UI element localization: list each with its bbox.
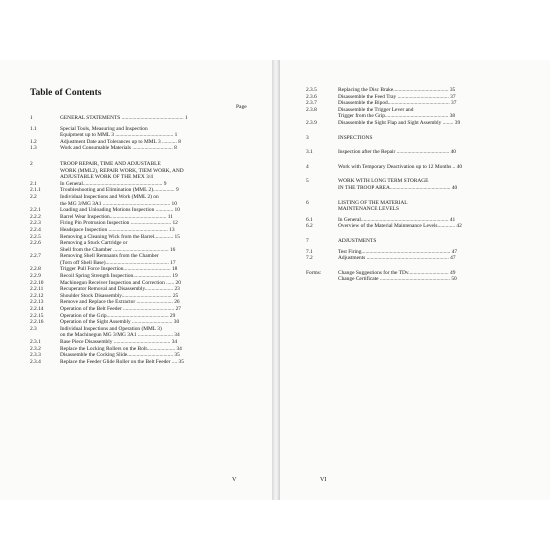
- section-title: Replace the Feeder Glide Roller on the Belt Feeder .... 35: [60, 358, 184, 365]
- section-number: 7: [306, 237, 309, 244]
- section-title: Recuperator Removal and Disassembly..................... 23: [60, 286, 180, 293]
- section-number: 2.2.4: [30, 226, 41, 233]
- toc-entry: [30, 227, 255, 234]
- entry-spacer: [306, 156, 524, 164]
- toc-entry: [306, 135, 524, 142]
- toc-entry: [306, 276, 524, 283]
- toc-entry: [30, 346, 255, 353]
- section-title: Work with Temporary Deactivation up to 12 Months .. 40: [338, 163, 463, 170]
- section-number: 2.2.10: [30, 279, 44, 286]
- toc-entry: [306, 113, 524, 120]
- left-toc-entries: [30, 115, 255, 365]
- toc-entry: [306, 87, 524, 94]
- section-number: 2.3.1: [30, 339, 41, 345]
- section-title: Inspection after the Repair ....................................... 40: [338, 149, 456, 156]
- toc-entry: [30, 319, 255, 326]
- section-title: INSPECTIONS: [338, 134, 373, 141]
- section-number: 7.2: [306, 255, 313, 262]
- toc-entry: [30, 332, 255, 339]
- toc-entry: [30, 126, 255, 133]
- section-title: Disassemble the Feed Tray ...................................... 37: [338, 93, 456, 100]
- section-title: Firing Pin Protrusion Inspection .............................. 12: [60, 220, 178, 227]
- section-number: 2.3.7: [306, 100, 317, 107]
- section-title: Headspace Inspection ............................................ 13: [60, 226, 175, 233]
- entry-spacer: [306, 127, 524, 135]
- section-number: 6.2: [306, 223, 313, 230]
- section-number: 1.2: [30, 138, 37, 145]
- section-title: GENERAL STATEMENTS .............................................. 1: [60, 115, 188, 121]
- toc-entry: [30, 161, 255, 168]
- section-title: Disassemble the Sight Flap and Sight Assembly ........ 39: [338, 119, 461, 126]
- section-title: Adjustment Date and Tolerances up to MML 3 ........... 8: [60, 138, 181, 145]
- toc-entry: [306, 149, 524, 156]
- section-title: Shell from the Chamber ......................................... 16: [60, 246, 176, 253]
- section-number: [306, 185, 338, 192]
- toc-entry: [306, 94, 524, 101]
- section-number: [30, 168, 60, 175]
- section-number: 2.3.9: [306, 119, 317, 126]
- section-title: Overview of the Material Maintenance Levels............. 42: [338, 223, 462, 230]
- section-title: MAINTENANCE LEVELS: [338, 206, 399, 213]
- section-number: 2.3.4: [30, 358, 41, 365]
- section-title: (Torn off Shell Base)............................................... 17: [60, 259, 176, 266]
- section-number: [306, 113, 338, 120]
- toc-entry: [306, 178, 524, 185]
- toc-entry: [30, 187, 255, 194]
- left-page: [0, 60, 272, 500]
- toc-entry: [30, 214, 255, 221]
- toc-entry: [306, 238, 524, 245]
- section-title: Removing a Stuck Cartridge or: [60, 240, 128, 247]
- toc-entry: [30, 194, 255, 201]
- section-title: Individual Inspections and Work (MML 2) on: [60, 193, 159, 200]
- section-number: 5: [306, 178, 309, 185]
- section-number: 2.1.1: [30, 187, 41, 194]
- section-number: [30, 247, 60, 254]
- toc-entry: [30, 286, 255, 293]
- section-title: Change Suggestions for the TDv.............................. 49: [338, 269, 456, 276]
- section-title: Recoil Spring Strength Inspection............................ 19: [60, 273, 178, 280]
- section-number: 6.1: [306, 216, 313, 223]
- section-title: Replacing the Disc Brake......................................... 35: [338, 87, 456, 93]
- section-number: 2.3.3: [30, 352, 41, 359]
- section-title: Operation of the Sight Assembly .............................. 30: [60, 319, 180, 326]
- section-number: 7.1: [306, 248, 313, 255]
- toc-entry: [306, 200, 524, 207]
- section-number: 2.2.15: [30, 312, 44, 319]
- section-title: Barrel Wear Inspection.......................................... 11: [60, 213, 173, 220]
- section-number: [30, 132, 60, 139]
- toc-entry: [30, 339, 255, 346]
- toc-entry: [30, 306, 255, 313]
- section-title: In General................................................................. 41: [338, 216, 456, 223]
- section-number: 2.2.1: [30, 207, 41, 214]
- toc-entry: [30, 260, 255, 267]
- section-number: 3.1: [306, 149, 313, 156]
- toc-entry: [30, 266, 255, 273]
- section-title: In General........................................................... 9: [60, 180, 167, 187]
- right-toc-entries: [306, 87, 524, 283]
- toc-entry: [30, 174, 255, 181]
- section-number: 3: [306, 134, 309, 141]
- section-title: Trigger Pull Force Inspection................................... 18: [60, 266, 178, 273]
- entry-spacer: [306, 170, 524, 178]
- section-title: Individual Inspections and Operation (MML 3): [60, 325, 162, 332]
- right-page: [280, 60, 550, 500]
- section-number: 2.3: [30, 325, 37, 332]
- toc-entry: [30, 240, 255, 247]
- section-number: 1.3: [30, 145, 37, 152]
- section-number: [30, 260, 60, 267]
- section-number: 1: [30, 115, 33, 121]
- section-number: 2.2.16: [30, 319, 44, 326]
- section-number: 2.3.8: [306, 106, 317, 113]
- toc-entry: [306, 120, 524, 127]
- toc-entry: [30, 280, 255, 287]
- book-spread: [0, 60, 550, 500]
- entry-spacer: [306, 230, 524, 238]
- section-title: Machinegun Receiver Inspection and Correction ...... 20: [60, 279, 181, 286]
- toc-entry: [30, 352, 255, 359]
- toc-entry: [306, 164, 524, 171]
- toc-entry: [30, 359, 255, 366]
- toc-entry: [30, 234, 255, 241]
- section-title: Operation of the Grip.............................................. 29: [60, 312, 176, 319]
- section-title: Disassemble the Trigger Lever and: [338, 106, 414, 113]
- section-number: [30, 332, 60, 339]
- section-number: 4: [306, 163, 309, 170]
- section-title: Removing Shell Remnants from the Chamber: [60, 253, 159, 260]
- section-title: Loading and Unloading Motions Inspection ............. 10: [60, 207, 180, 214]
- section-number: 2.2.7: [30, 253, 41, 260]
- toc-entry: [30, 253, 255, 260]
- section-title: Test Firing.................................................................. 47: [338, 248, 458, 255]
- section-title: WORK WITH LONG TERM STORAGE: [338, 178, 429, 185]
- section-number: 6: [306, 199, 309, 206]
- toc-entry: [306, 223, 524, 230]
- section-number: [306, 206, 338, 213]
- section-number: 2.1: [30, 180, 37, 187]
- section-title: Special Tools, Measuring and Inspection: [60, 125, 148, 132]
- section-number: 2.2.13: [30, 299, 44, 306]
- toc-entry: [30, 220, 255, 227]
- section-title: Troubleshooting and Elimination (MML 2)................ 9: [60, 187, 179, 194]
- entry-spacer: [306, 262, 524, 270]
- toc-entry: [30, 293, 255, 300]
- section-title: on the Machinegun MG 3/MG 3A1 .......................... 34: [60, 332, 180, 339]
- toc-entry: [30, 326, 255, 333]
- toc-entry: [30, 139, 255, 146]
- section-title: Adjustments ............................................................. 47: [338, 255, 456, 262]
- section-number: 2.2.12: [30, 292, 44, 299]
- toc-entry: [306, 100, 524, 107]
- entry-spacer: [306, 192, 524, 200]
- toc-entry: [30, 273, 255, 280]
- toc-title: Table of Contents: [30, 88, 102, 98]
- section-title: Removing a Cleaning Wick from the Barrel.............. 15: [60, 233, 180, 240]
- toc-entry: [306, 206, 524, 213]
- page-column-header: Page: [236, 104, 247, 110]
- section-title: Equipment up to MML 3 ........................................... 1: [60, 132, 178, 139]
- section-number: 2.2.3: [30, 220, 41, 227]
- toc-entry: [30, 145, 255, 152]
- section-title: Change Certificate .................................................... 50: [338, 276, 457, 283]
- section-title: Work and Consumable Materials .............................. 8: [60, 145, 177, 152]
- section-title: Remove and Replace the Extractor ........................... 26: [60, 299, 180, 306]
- section-number: 2.2.2: [30, 213, 41, 220]
- section-number: 2.3.2: [30, 345, 41, 352]
- section-number: 2.2.14: [30, 306, 44, 313]
- section-number: 2.3.6: [306, 93, 317, 100]
- section-number: 2.2.6: [30, 240, 41, 247]
- section-title: IN THE TROOP AREA............................................. 40: [338, 184, 458, 191]
- toc-entry: [30, 201, 255, 208]
- section-title: Disassemble the Cocking Slide.................................. 35: [60, 352, 180, 359]
- section-number: 2.2.9: [30, 273, 41, 280]
- toc-entry: [30, 132, 255, 139]
- toc-entry: [30, 168, 255, 175]
- toc-entry: [306, 255, 524, 262]
- section-number: 2.2: [30, 193, 37, 200]
- section-title: Operation of the Belt Feeder ...................................... 27: [60, 306, 181, 313]
- section-title: ADJUSTABLE WORK OF THE MEX 3/4: [60, 174, 153, 181]
- section-title: ADJUSTMENTS: [338, 237, 377, 244]
- toc-entry: [306, 249, 524, 256]
- section-title: Shoulder Stock Disassembly..................................... 25: [60, 292, 179, 299]
- section-number: 2.3.5: [306, 87, 317, 93]
- toc-entry: [30, 115, 255, 122]
- section-title: Replace the Locking Rollers on the Bolt..................... 34: [60, 345, 182, 352]
- section-title: Disassemble the Bipod.............................................. 37: [338, 100, 457, 107]
- right-page-number: VI: [320, 477, 327, 483]
- section-title: TROOP REPAIR, TIME AND ADJUSTABLE: [60, 160, 161, 167]
- section-number: [30, 201, 60, 208]
- toc-entry: [306, 185, 524, 192]
- section-number: [306, 276, 338, 283]
- entry-spacer: [306, 141, 524, 149]
- entry-spacer: [30, 152, 255, 161]
- left-page-number: V: [232, 477, 237, 483]
- section-number: 1.1: [30, 125, 37, 132]
- section-title: Trigger from the Grip............................................... 38: [338, 113, 456, 120]
- section-number: 2.2.8: [30, 266, 41, 273]
- section-number: Forms:: [306, 269, 322, 276]
- section-number: [30, 174, 60, 181]
- section-title: the MG 3/MG 3A1 .................................................. 10: [60, 200, 177, 207]
- section-title: LISTING OF THE MATERIAL: [338, 199, 408, 206]
- section-number: 2.2.5: [30, 233, 41, 240]
- section-number: 2.2.11: [30, 286, 44, 293]
- section-title: Base Piece Disassembly .......................................... 34: [60, 339, 178, 345]
- section-number: 2: [30, 160, 33, 167]
- toc-entry: [30, 207, 255, 214]
- section-title: WORK (MML2), REPAIR WORK, TIEM WORK, AND: [60, 167, 184, 174]
- book-gutter: [272, 60, 280, 500]
